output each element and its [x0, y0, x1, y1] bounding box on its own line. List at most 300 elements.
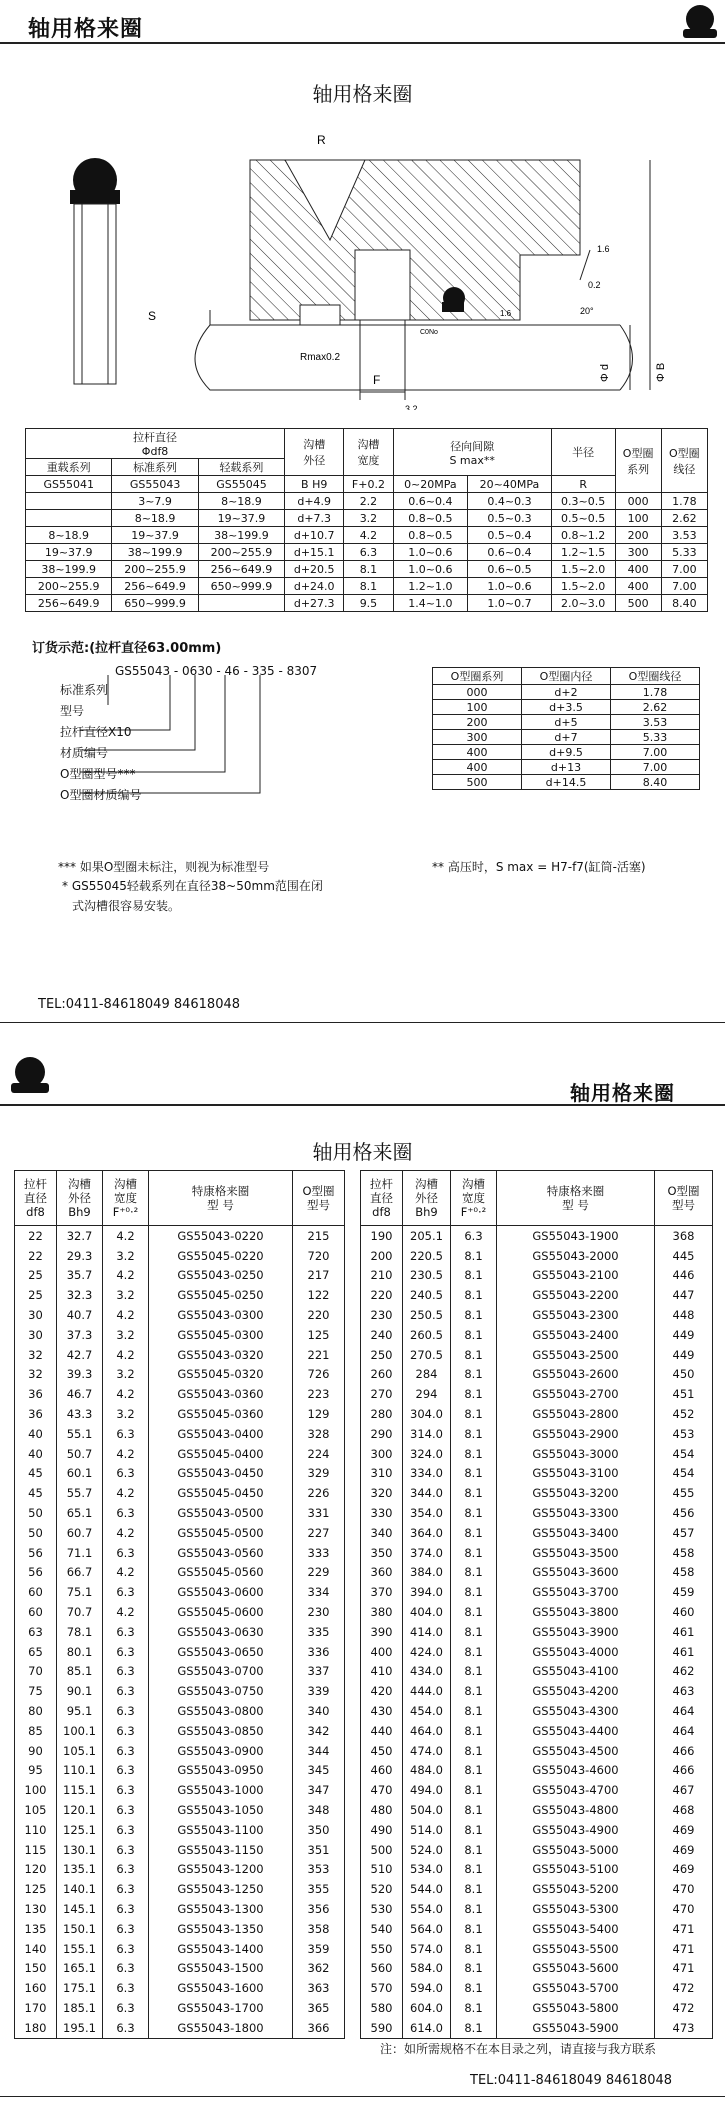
table-cell: 8.1: [451, 1998, 497, 2018]
table-cell: 451: [655, 1384, 713, 1404]
table-cell: 78.1: [57, 1622, 103, 1642]
table-cell: 1.78: [611, 685, 700, 700]
table-cell: 354.0: [403, 1503, 451, 1523]
table-cell: 450: [361, 1741, 403, 1761]
table-cell: 466: [655, 1741, 713, 1761]
table-cell: GS55043-0750: [149, 1681, 293, 1701]
table-cell: GS55043-0630: [149, 1622, 293, 1642]
oring-header: O型圈内径: [522, 668, 611, 685]
table-cell: 471: [655, 1919, 713, 1939]
table-cell: 524.0: [403, 1840, 451, 1860]
table-cell: GS55043-5300: [497, 1899, 655, 1919]
spec-table: [25, 428, 708, 612]
table-cell: 22: [15, 1246, 57, 1266]
table-cell: 8.1: [451, 1919, 497, 1939]
table-cell: 22: [15, 1226, 57, 1246]
table-cell: d+7.3: [285, 510, 344, 527]
table-cell: 230: [293, 1602, 345, 1622]
table-cell: GS55043-0220: [149, 1226, 293, 1246]
table-cell: GS55043-5100: [497, 1860, 655, 1880]
table-cell: 320: [361, 1483, 403, 1503]
table-cell: 6.3: [103, 1741, 149, 1761]
sub-heading: GS55045: [198, 476, 284, 493]
table-cell: 6.3: [103, 1978, 149, 1998]
order-label: 型号: [60, 704, 85, 718]
table-cell: 3.2: [103, 1285, 149, 1305]
groove-drawing: [60, 120, 680, 410]
table-cell: 8~18.9: [198, 493, 284, 510]
table-cell: 7.00: [661, 561, 707, 578]
table-cell: 19~37.9: [198, 510, 284, 527]
table-cell: 1.5~2.0: [551, 578, 615, 595]
table-cell: 8.1: [451, 1246, 497, 1266]
table-cell: 95.1: [57, 1701, 103, 1721]
table-row: [361, 1246, 713, 1266]
table-cell: 294: [403, 1384, 451, 1404]
table-cell: GS55043-4900: [497, 1820, 655, 1840]
table-cell: 175.1: [57, 1978, 103, 1998]
table-cell: 394.0: [403, 1582, 451, 1602]
table-cell: 6.3: [451, 1226, 497, 1246]
table-cell: 6.3: [103, 1820, 149, 1840]
table-cell: GS55043-1200: [149, 1860, 293, 1880]
table-cell: GS55045-0250: [149, 1285, 293, 1305]
table-cell: 32: [15, 1365, 57, 1385]
table-cell: 8~18.9: [112, 510, 198, 527]
table-cell: 90.1: [57, 1681, 103, 1701]
table-cell: 0.3~0.5: [551, 493, 615, 510]
table-cell: [198, 595, 284, 612]
table-cell: 39.3: [57, 1365, 103, 1385]
table-row: [361, 1424, 713, 1444]
table-cell: 6.3: [103, 1780, 149, 1800]
table-row: [15, 1226, 345, 1246]
table-cell: 454: [655, 1464, 713, 1484]
label-con: C0No: [420, 329, 438, 336]
table-row: [15, 1800, 345, 1820]
table-cell: 400: [615, 578, 661, 595]
table-cell: 457: [655, 1523, 713, 1543]
table-cell: 000: [433, 685, 522, 700]
table-cell: 5.33: [611, 730, 700, 745]
table-cell: 50: [15, 1523, 57, 1543]
table-row: [15, 1939, 345, 1959]
table-cell: 6.3: [103, 1503, 149, 1523]
table-cell: 3.53: [661, 527, 707, 544]
table-row: [15, 1662, 345, 1682]
table-cell: GS55043-4600: [497, 1761, 655, 1781]
table-cell: GS55043-2800: [497, 1404, 655, 1424]
order-label: O型圈材质编号: [60, 788, 142, 802]
table-cell: 6.3: [103, 1622, 149, 1642]
table-cell: 300: [361, 1444, 403, 1464]
table-cell: 150.1: [57, 1919, 103, 1939]
table-cell: 359: [293, 1939, 345, 1959]
table-cell: 456: [655, 1503, 713, 1523]
table-cell: 454.0: [403, 1701, 451, 1721]
table-cell: [26, 510, 112, 527]
table-cell: 110.1: [57, 1761, 103, 1781]
table-cell: 480: [361, 1800, 403, 1820]
table-cell: 8.1: [451, 1365, 497, 1385]
table-cell: 365: [293, 1998, 345, 2018]
col-oring-wire: O型圈 线径: [661, 429, 707, 493]
table-cell: 466: [655, 1761, 713, 1781]
table-cell: 40: [15, 1424, 57, 1444]
footer-note: 注：如所需规格不在本目录之列，请直接与我方联系: [380, 2042, 657, 2056]
table-row: [15, 1266, 345, 1286]
table-cell: 65.1: [57, 1503, 103, 1523]
table-cell: 135: [15, 1919, 57, 1939]
table-cell: 140: [15, 1939, 57, 1959]
table-cell: 75: [15, 1681, 57, 1701]
label-r16: 1.6: [597, 244, 610, 254]
table-cell: 8.1: [451, 1285, 497, 1305]
table-cell: 453: [655, 1424, 713, 1444]
table-cell: GS55043-4400: [497, 1721, 655, 1741]
table-cell: 135.1: [57, 1860, 103, 1880]
table-cell: 60.7: [57, 1523, 103, 1543]
table-cell: 270: [361, 1384, 403, 1404]
table-cell: 3.53: [611, 715, 700, 730]
table-cell: 200~255.9: [112, 561, 198, 578]
table-row: [361, 1602, 713, 1622]
table-cell: GS55043-1300: [149, 1899, 293, 1919]
label-r16b: 1.6: [500, 309, 512, 318]
table-cell: 8.1: [451, 1800, 497, 1820]
table-cell: 7.00: [661, 578, 707, 595]
table-cell: 350: [361, 1543, 403, 1563]
table-cell: 40: [15, 1444, 57, 1464]
table-cell: 469: [655, 1820, 713, 1840]
table-cell: GS55043-1000: [149, 1780, 293, 1800]
table-cell: 404.0: [403, 1602, 451, 1622]
table-cell: 75.1: [57, 1582, 103, 1602]
table-cell: 335: [293, 1622, 345, 1642]
table-row: [361, 1503, 713, 1523]
table-row: [26, 510, 708, 527]
table-row: [15, 1761, 345, 1781]
table-cell: 4.2: [103, 1523, 149, 1543]
col-heavy: 重载系列: [26, 459, 112, 476]
col-standard: 标准系列: [112, 459, 198, 476]
table-row: [15, 1483, 345, 1503]
table-cell: 30: [15, 1325, 57, 1345]
table-cell: 38~199.9: [198, 527, 284, 544]
table-cell: 8.40: [611, 775, 700, 790]
table-cell: 215: [293, 1226, 345, 1246]
table-cell: 85: [15, 1721, 57, 1741]
table-cell: 70.7: [57, 1602, 103, 1622]
table-row: [26, 544, 708, 561]
table-row: [15, 1919, 345, 1939]
table-cell: 250: [361, 1345, 403, 1365]
table-cell: 450: [655, 1365, 713, 1385]
table-cell: 461: [655, 1622, 713, 1642]
table-cell: GS55043-2500: [497, 1345, 655, 1365]
table-cell: 471: [655, 1939, 713, 1959]
table-cell: 32: [15, 1345, 57, 1365]
table-cell: 340: [293, 1701, 345, 1721]
table-cell: 32.7: [57, 1226, 103, 1246]
table-cell: 8.1: [451, 1761, 497, 1781]
table-cell: 8.1: [451, 1384, 497, 1404]
table-cell: GS55043-5900: [497, 2018, 655, 2038]
table-cell: 32.3: [57, 1285, 103, 1305]
table-cell: 205.1: [403, 1226, 451, 1246]
col-model: 特康格来圈 型 号: [497, 1171, 655, 1226]
table-cell: GS55043-5600: [497, 1958, 655, 1978]
table-cell: 650~999.9: [198, 578, 284, 595]
table-cell: d+3.5: [522, 700, 611, 715]
table-cell: GS55043-0950: [149, 1761, 293, 1781]
table-cell: GS55043-3900: [497, 1622, 655, 1642]
table-cell: 80.1: [57, 1642, 103, 1662]
table-cell: 122: [293, 1285, 345, 1305]
table-cell: 8.1: [451, 1464, 497, 1484]
table-cell: GS55045-0400: [149, 1444, 293, 1464]
table-row: [361, 1681, 713, 1701]
table-cell: 580: [361, 1998, 403, 2018]
table-cell: 594.0: [403, 1978, 451, 1998]
order-label: 材质编号: [60, 746, 109, 760]
table-cell: 344.0: [403, 1483, 451, 1503]
table-cell: 8.1: [344, 578, 393, 595]
table-cell: 8.1: [451, 1503, 497, 1523]
table-cell: 210: [361, 1266, 403, 1286]
table-row: [15, 1305, 345, 1325]
table-row: [15, 1563, 345, 1583]
table-cell: 430: [361, 1701, 403, 1721]
table-cell: 356: [293, 1899, 345, 1919]
table-cell: GS55043-3000: [497, 1444, 655, 1464]
table-cell: 454: [655, 1444, 713, 1464]
table-cell: GS55043-0500: [149, 1503, 293, 1523]
table-cell: 0.6~0.4: [468, 544, 552, 561]
table-cell: 224: [293, 1444, 345, 1464]
table-cell: d+5: [522, 715, 611, 730]
table-cell: 8.1: [451, 1978, 497, 1998]
table-cell: 85.1: [57, 1662, 103, 1682]
table-cell: 8.1: [451, 1444, 497, 1464]
table-cell: 484.0: [403, 1761, 451, 1781]
label-phi-B: Φ B: [655, 362, 667, 382]
table-cell: 90: [15, 1741, 57, 1761]
table-cell: 7.00: [611, 760, 700, 775]
table-cell: 6.3: [103, 1958, 149, 1978]
table-cell: 1.0~0.6: [393, 561, 468, 578]
table-cell: 8.1: [451, 1860, 497, 1880]
table-cell: 500: [433, 775, 522, 790]
table-row: [15, 1780, 345, 1800]
table-cell: 445: [655, 1246, 713, 1266]
table-cell: GS55043-5800: [497, 1998, 655, 2018]
seal-logo-icon: [680, 2, 720, 42]
table-cell: GS55043-2300: [497, 1305, 655, 1325]
order-label: 拉杆直径X10: [60, 725, 132, 739]
table-cell: 420: [361, 1681, 403, 1701]
table-cell: 256~649.9: [26, 595, 112, 612]
table-cell: GS55043-4500: [497, 1741, 655, 1761]
table-row: [361, 1404, 713, 1424]
tel-1: TEL:0411-84618049 84618048: [38, 997, 241, 1012]
table-cell: 8.1: [451, 1483, 497, 1503]
table-cell: 256~649.9: [198, 561, 284, 578]
table-cell: 3.2: [103, 1365, 149, 1385]
table-row: [15, 1543, 345, 1563]
table-cell: 364.0: [403, 1523, 451, 1543]
table-cell: 8.1: [451, 1879, 497, 1899]
table-cell: 351: [293, 1840, 345, 1860]
table-row: [26, 561, 708, 578]
table-cell: 4.2: [103, 1266, 149, 1286]
table-cell: 25: [15, 1285, 57, 1305]
table-cell: 1.0~0.6: [468, 578, 552, 595]
table-cell: 240.5: [403, 1285, 451, 1305]
table-cell: 50: [15, 1503, 57, 1523]
table-cell: 6.3: [103, 1879, 149, 1899]
table-cell: 500: [615, 595, 661, 612]
table-cell: GS55043-1800: [149, 2018, 293, 2038]
table-cell: 363: [293, 1978, 345, 1998]
note-2: * GS55045轻载系列在直径38~50mm范围在闭: [62, 879, 323, 893]
table-cell: 720: [293, 1246, 345, 1266]
table-cell: 8.1: [451, 1721, 497, 1741]
table-cell: 520: [361, 1879, 403, 1899]
table-cell: GS55043-1150: [149, 1840, 293, 1860]
table-cell: 71.1: [57, 1543, 103, 1563]
table-cell: 0.8~0.5: [393, 527, 468, 544]
table-row: [26, 578, 708, 595]
table-cell: 120: [15, 1860, 57, 1880]
table-cell: 2.0~3.0: [551, 595, 615, 612]
table-row: [361, 1978, 713, 1998]
corner-title-2: 轴用格来圈: [570, 1081, 675, 1105]
table-cell: 353: [293, 1860, 345, 1880]
sub-heading: 0~20MPa: [393, 476, 468, 493]
table-cell: 8.1: [451, 2018, 497, 2038]
table-cell: 100: [433, 700, 522, 715]
col-model: 特康格来圈 型 号: [149, 1171, 293, 1226]
table-cell: 355: [293, 1879, 345, 1899]
table-cell: 280: [361, 1404, 403, 1424]
table-cell: 4.2: [103, 1384, 149, 1404]
table-cell: 324.0: [403, 1444, 451, 1464]
table-cell: GS55043-0800: [149, 1701, 293, 1721]
table-row: [15, 1345, 345, 1365]
table-cell: GS55043-2000: [497, 1246, 655, 1266]
table-row: [433, 715, 700, 730]
table-cell: 8.1: [344, 561, 393, 578]
table-cell: 0.8~1.2: [551, 527, 615, 544]
table-cell: 650~999.9: [112, 595, 198, 612]
table-row: [15, 1701, 345, 1721]
table-cell: 604.0: [403, 1998, 451, 2018]
table-cell: 4.2: [103, 1226, 149, 1246]
table-cell: 40.7: [57, 1305, 103, 1325]
table-row: [15, 1721, 345, 1741]
table-cell: GS55043-0650: [149, 1642, 293, 1662]
corner-title: 轴用格来圈: [28, 17, 144, 42]
table-cell: 400: [433, 760, 522, 775]
table-cell: 25: [15, 1266, 57, 1286]
table-row: [15, 1958, 345, 1978]
table-cell: 334: [293, 1582, 345, 1602]
table-cell: 145.1: [57, 1899, 103, 1919]
table-cell: 726: [293, 1365, 345, 1385]
table-cell: GS55043-0300: [149, 1305, 293, 1325]
table-cell: 66.7: [57, 1563, 103, 1583]
table-cell: 440: [361, 1721, 403, 1741]
table-cell: GS55043-1700: [149, 1998, 293, 2018]
table-cell: 200~255.9: [198, 544, 284, 561]
table-cell: 348: [293, 1800, 345, 1820]
table-cell: 494.0: [403, 1780, 451, 1800]
table-row: [15, 1464, 345, 1484]
table-cell: 1.78: [661, 493, 707, 510]
table-cell: 3.2: [103, 1325, 149, 1345]
table-row: [361, 1780, 713, 1800]
table-cell: 300: [433, 730, 522, 745]
table-row: [433, 700, 700, 715]
table-cell: 345: [293, 1761, 345, 1781]
table-cell: GS55045-0220: [149, 1246, 293, 1266]
table-cell: 19~37.9: [112, 527, 198, 544]
table-cell: 614.0: [403, 2018, 451, 2038]
table-cell: 339: [293, 1681, 345, 1701]
table-cell: GS55045-0600: [149, 1602, 293, 1622]
table-cell: 195.1: [57, 2018, 103, 2038]
table-cell: 4.2: [103, 1483, 149, 1503]
table-cell: 6.3: [103, 1860, 149, 1880]
table-cell: 458: [655, 1563, 713, 1583]
table-row: [361, 1483, 713, 1503]
table-row: [361, 1266, 713, 1286]
oring-table: [432, 667, 700, 790]
label-R: R: [317, 133, 326, 147]
table-cell: 200: [615, 527, 661, 544]
table-row: [15, 1384, 345, 1404]
table-cell: 260.5: [403, 1325, 451, 1345]
table-cell: 390: [361, 1622, 403, 1642]
table-cell: 43.3: [57, 1404, 103, 1424]
table-cell: 447: [655, 1285, 713, 1305]
table-cell: 8.1: [451, 1404, 497, 1424]
table-row: [15, 1325, 345, 1345]
table-cell: 8.1: [451, 1622, 497, 1642]
table-row: [433, 685, 700, 700]
table-cell: 449: [655, 1325, 713, 1345]
table-row: [361, 1701, 713, 1721]
col-groove-od: 沟槽 外径 Bh9: [57, 1171, 103, 1226]
table-cell: 6.3: [103, 1840, 149, 1860]
sub-heading: R: [551, 476, 615, 493]
table-cell: 414.0: [403, 1622, 451, 1642]
table-cell: GS55045-0360: [149, 1404, 293, 1424]
table-cell: 6.3: [103, 1919, 149, 1939]
table-row: [361, 1958, 713, 1978]
table-cell: 336: [293, 1642, 345, 1662]
table-cell: 328: [293, 1424, 345, 1444]
table-cell: 0.4~0.3: [468, 493, 552, 510]
table-row: [433, 730, 700, 745]
label-F: F: [373, 373, 381, 387]
table-cell: 337: [293, 1662, 345, 1682]
table-cell: 230: [361, 1305, 403, 1325]
seal-logo-icon: [8, 1054, 52, 1098]
table-cell: 3.2: [103, 1404, 149, 1424]
table-cell: GS55043-4100: [497, 1662, 655, 1682]
